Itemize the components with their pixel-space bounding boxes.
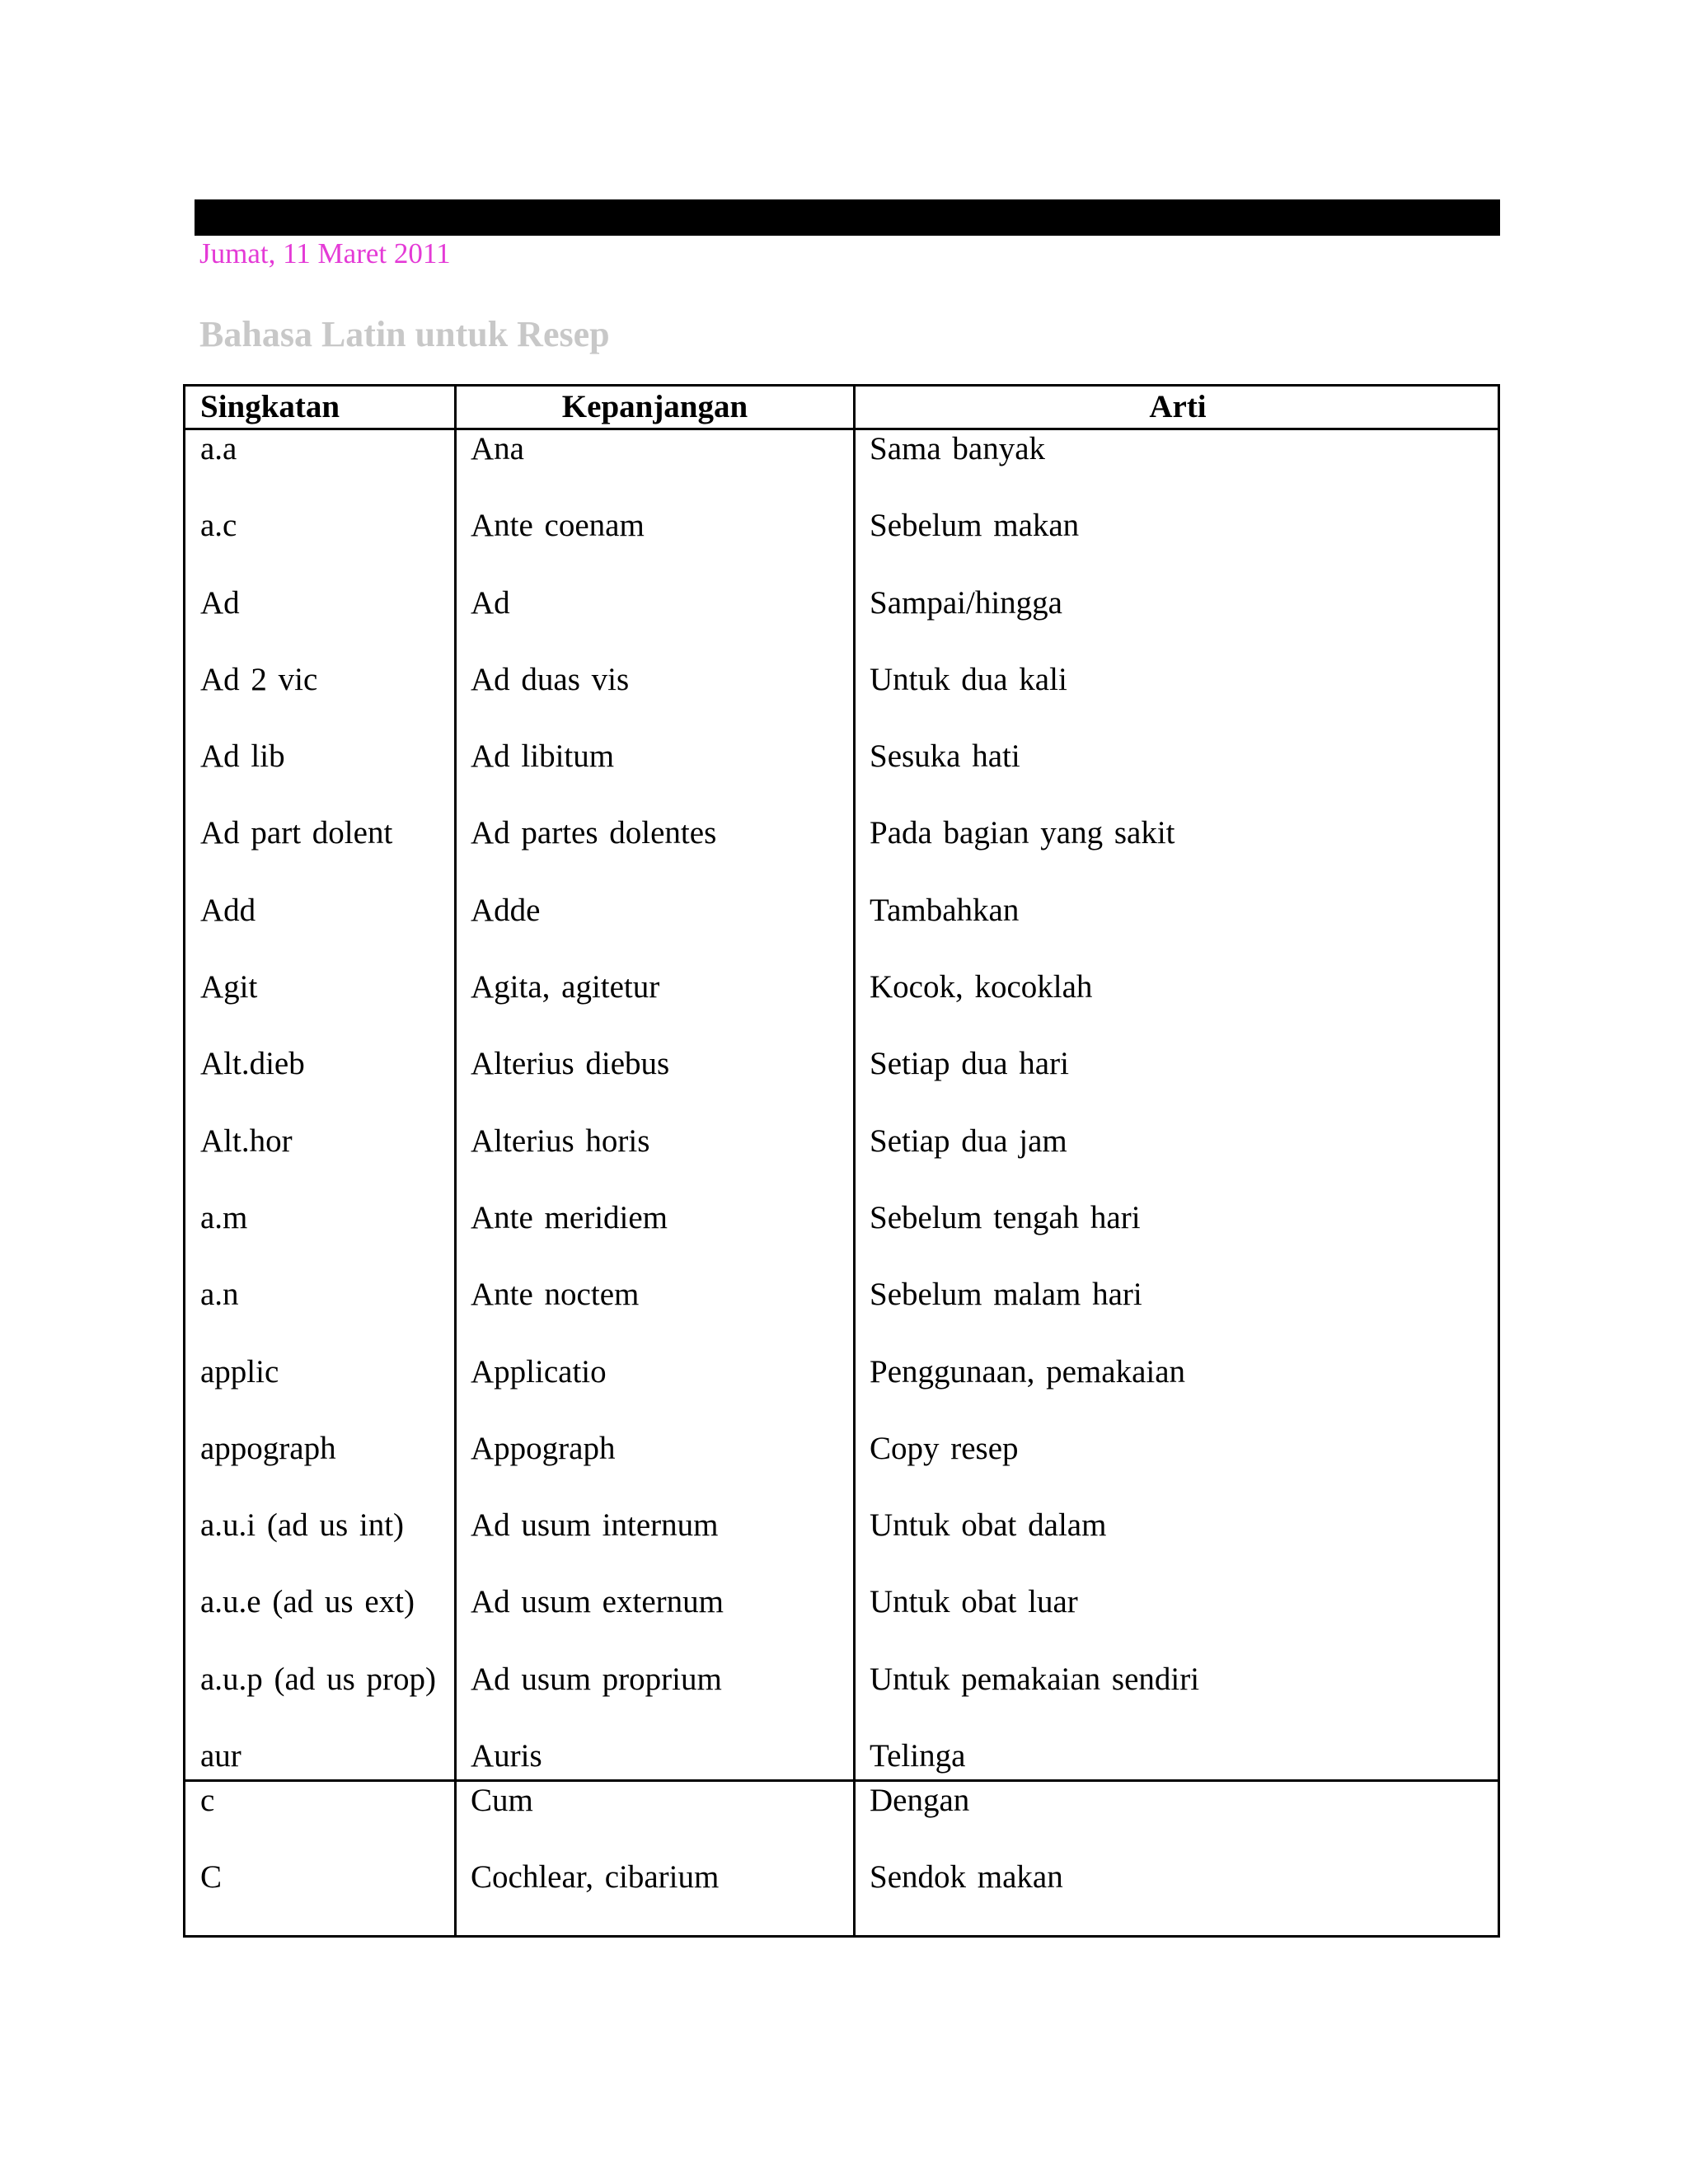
cell-arti: Sebelum malam hari	[870, 1277, 1142, 1313]
cell-kepanjangan: Agita, agitetur	[471, 969, 660, 1005]
header-black-bar	[195, 199, 1500, 236]
cell-arti: Setiap dua hari	[870, 1046, 1069, 1082]
cell-singkatan: Alt.hor	[200, 1122, 293, 1159]
table-row	[185, 584, 1498, 661]
cell-arti: Setiap dua jam	[870, 1122, 1067, 1159]
cell-kepanjangan: Auris	[471, 1738, 542, 1774]
cell-arti: Sampai/hingga	[870, 584, 1062, 621]
cell-kepanjangan: Appograph	[471, 1430, 616, 1466]
cell-arti: Untuk pemakaian sendiri	[870, 1661, 1200, 1697]
cell-singkatan: c	[200, 1783, 215, 1818]
cell-kepanjangan: Ante noctem	[471, 1277, 640, 1313]
cell-kepanjangan: Ad usum internum	[471, 1507, 719, 1544]
table-row	[185, 1276, 1498, 1352]
table-row	[185, 430, 1498, 507]
cell-singkatan: Ad	[200, 584, 240, 621]
cell-kepanjangan: Alterius diebus	[471, 1046, 670, 1082]
page-title: Bahasa Latin untuk Resep	[199, 314, 610, 354]
cell-kepanjangan: Ad usum externum	[471, 1584, 724, 1620]
cell-singkatan: Alt.dieb	[200, 1046, 305, 1082]
cell-singkatan: a.c	[200, 508, 237, 544]
cell-arti: Telinga	[870, 1738, 966, 1774]
table-row	[185, 1858, 1498, 1935]
cell-singkatan: C	[200, 1859, 223, 1896]
table-row	[185, 1782, 1498, 1858]
cell-kepanjangan: Alterius horis	[471, 1122, 650, 1159]
cell-kepanjangan: Ad usum proprium	[471, 1661, 722, 1697]
cell-arti: Pada bagian yang sakit	[870, 815, 1175, 851]
cell-kepanjangan: Ad libitum	[471, 738, 615, 775]
cell-kepanjangan: Ante coenam	[471, 508, 645, 544]
table-row	[185, 1430, 1498, 1507]
table-group	[185, 430, 1498, 1814]
table-row	[185, 1507, 1498, 1583]
cell-kepanjangan: Ad partes dolentes	[471, 815, 717, 851]
column-header-singkatan: Singkatan	[200, 389, 340, 424]
cell-kepanjangan: Ad duas vis	[471, 661, 630, 697]
cell-singkatan: Ad lib	[200, 738, 285, 775]
cell-singkatan: a.u.i (ad us int)	[200, 1507, 405, 1544]
cell-singkatan: a.m	[200, 1199, 248, 1235]
cell-kepanjangan: Ana	[471, 431, 524, 466]
table-row	[185, 1661, 1498, 1737]
cell-kepanjangan: Ad	[471, 584, 510, 621]
cell-arti: Untuk dua kali	[870, 661, 1067, 697]
cell-singkatan: a.u.p (ad us prop)	[200, 1661, 437, 1697]
post-date: Jumat, 11 Maret 2011	[199, 237, 451, 269]
cell-arti: Dengan	[870, 1783, 970, 1818]
cell-kepanjangan: Adde	[471, 892, 541, 928]
cell-arti: Sebelum tengah hari	[870, 1199, 1141, 1235]
cell-arti: Sebelum makan	[870, 508, 1080, 544]
cell-arti: Kocok, kocoklah	[870, 969, 1093, 1005]
cell-singkatan: a.a	[200, 431, 237, 466]
cell-kepanjangan: Cum	[471, 1783, 533, 1818]
cell-kepanjangan: Applicatio	[471, 1353, 607, 1390]
column-header-arti: Arti	[1149, 389, 1207, 424]
abbreviation-table	[183, 384, 1500, 1938]
cell-arti: Sesuka hati	[870, 738, 1020, 775]
table-row	[185, 1045, 1498, 1122]
table-row	[185, 661, 1498, 738]
table-group	[185, 1782, 1498, 1936]
cell-arti: Untuk obat luar	[870, 1584, 1078, 1620]
table-row	[185, 1199, 1498, 1276]
cell-kepanjangan: Cochlear, cibarium	[471, 1859, 720, 1896]
cell-singkatan: Agit	[200, 969, 258, 1005]
cell-arti: Tambahkan	[870, 892, 1020, 928]
cell-singkatan: appograph	[200, 1430, 336, 1466]
table-row	[185, 1583, 1498, 1660]
table-row	[185, 892, 1498, 968]
cell-singkatan: Add	[200, 892, 256, 928]
table-row	[185, 968, 1498, 1045]
cell-arti: Copy resep	[870, 1430, 1019, 1466]
cell-arti: Sama banyak	[870, 431, 1046, 466]
cell-arti: Untuk obat dalam	[870, 1507, 1107, 1544]
cell-singkatan: applic	[200, 1353, 279, 1390]
table-row	[185, 1122, 1498, 1199]
table-row	[185, 738, 1498, 814]
table-row	[185, 814, 1498, 891]
cell-singkatan: a.n	[200, 1277, 239, 1313]
table-row	[185, 1353, 1498, 1430]
cell-singkatan: aur	[200, 1738, 241, 1774]
cell-singkatan: Ad part dolent	[200, 815, 393, 851]
cell-singkatan: Ad 2 vic	[200, 661, 318, 697]
cell-arti: Penggunaan, pemakaian	[870, 1353, 1186, 1390]
table-row	[185, 507, 1498, 583]
cell-arti: Sendok makan	[870, 1859, 1063, 1896]
cell-singkatan: a.u.e (ad us ext)	[200, 1584, 415, 1620]
column-header-kepanjangan: Kepanjangan	[561, 389, 748, 424]
cell-kepanjangan: Ante meridiem	[471, 1199, 668, 1235]
